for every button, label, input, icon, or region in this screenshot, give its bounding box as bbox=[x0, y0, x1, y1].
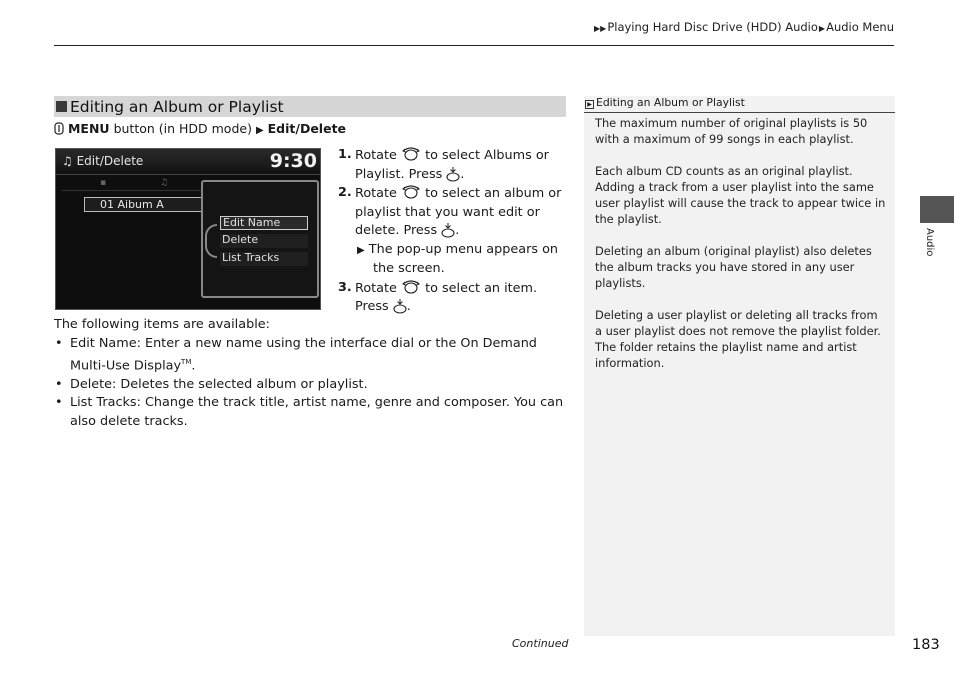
step-text: Rotate bbox=[355, 280, 397, 296]
home-button-icon bbox=[54, 122, 64, 135]
step-2: 2. Rotate to select an album or playlist that you want edit or delete. Press . ▶ The pop-up menu appears on the screen. bbox=[338, 184, 566, 279]
path-arrow-icon: ▶ bbox=[255, 125, 264, 136]
step-text: to select an item. Press bbox=[355, 280, 538, 314]
breadcrumb-arrow-icon: ▶ bbox=[818, 24, 826, 33]
breadcrumb-arrow-icon: ▶▶ bbox=[594, 24, 607, 33]
step-number: 2. bbox=[338, 185, 352, 200]
section-title-bar bbox=[54, 96, 566, 117]
display-header bbox=[56, 149, 320, 175]
step-term-playlist: Playlist bbox=[355, 166, 401, 182]
chapter-tab-label: Audio bbox=[924, 228, 935, 257]
popup-item-delete: Delete bbox=[220, 234, 308, 248]
item-desc: : Deletes the selected album or playlist. bbox=[112, 376, 368, 392]
continued-label: Continued bbox=[512, 637, 569, 650]
display-clock: 9:30 bbox=[269, 150, 317, 172]
rotate-dial-icon bbox=[401, 184, 421, 200]
display-screenshot bbox=[55, 148, 321, 310]
list-item bbox=[54, 376, 568, 395]
item-desc: : Enter a new name using the interface dial or the On Demand Multi-Use Display bbox=[70, 335, 537, 374]
music-note-icon: ♫ bbox=[62, 154, 73, 168]
press-knob-icon bbox=[446, 166, 460, 182]
item-term: List Tracks bbox=[70, 395, 137, 411]
display-album-row: 01 Aibum A bbox=[84, 197, 202, 212]
step-number: 3. bbox=[338, 279, 352, 295]
display-tabs bbox=[62, 177, 202, 191]
display-title bbox=[62, 154, 143, 168]
section-title: Editing an Album or Playlist bbox=[70, 97, 284, 116]
menu-path bbox=[54, 121, 346, 136]
available-intro: The following items are available: bbox=[54, 317, 270, 332]
item-desc-end: . bbox=[191, 358, 196, 374]
step-text: or bbox=[535, 148, 549, 163]
dial-arc-icon bbox=[205, 224, 217, 258]
bullet-icon: • bbox=[55, 376, 63, 392]
step-2-result bbox=[355, 241, 566, 279]
item-term: Edit Name bbox=[70, 335, 137, 351]
display-popup-menu bbox=[201, 180, 319, 298]
popup-item-list-tracks: List Tracks bbox=[220, 252, 308, 266]
side-note-paragraph: Deleting an album (original playlist) also deletes the album tracks you have stored in any user playlists. bbox=[595, 244, 872, 290]
menu-path-target: Edit/Delete bbox=[267, 121, 347, 136]
header-rule bbox=[54, 45, 894, 46]
steps-list bbox=[338, 146, 566, 317]
side-note-heading bbox=[584, 96, 895, 113]
list-item bbox=[54, 335, 568, 376]
step-text: Rotate bbox=[355, 148, 397, 163]
step-1: 1. Rotate to select Albums or Playlist. Press . bbox=[338, 147, 549, 182]
display-title-text: Edit/Delete bbox=[76, 154, 144, 168]
side-note-paragraph: Deleting a user playlist or deleting all tracks from a user playlist does not remove the playlist folder. The folder retains the playlist name and artist information. bbox=[595, 308, 881, 370]
rotate-dial-icon bbox=[401, 146, 421, 162]
step-text: . Press bbox=[400, 166, 443, 182]
bullet-icon: • bbox=[55, 335, 63, 351]
note-ref-icon: ▶ bbox=[585, 100, 594, 109]
result-arrow-icon: ▶ bbox=[357, 244, 365, 256]
available-items bbox=[54, 316, 568, 431]
chapter-tab bbox=[920, 196, 954, 223]
side-note-paragraph: Each album CD counts as an original playlist. Adding a track from a user playlist into the same user playlist will cause the track to appear twice in the playlist. bbox=[595, 164, 886, 226]
page-number: 183 bbox=[912, 637, 940, 653]
step-text: Rotate bbox=[355, 186, 397, 201]
step-term-albums: Albums bbox=[484, 148, 532, 163]
side-note-paragraph: The maximum number of original playlists is 50 with a maximum of 99 songs in each playlist. bbox=[595, 116, 868, 146]
menu-button-label: MENU bbox=[67, 121, 110, 136]
step-result-text: The pop-up menu appears on the screen. bbox=[368, 241, 559, 276]
side-note-title: Editing an Album or Playlist bbox=[596, 96, 745, 109]
bullet-icon: • bbox=[55, 395, 63, 411]
breadcrumb bbox=[593, 20, 894, 34]
breadcrumb-part-2: Audio Menu bbox=[826, 20, 894, 34]
display-tab-icon: ♫ bbox=[160, 178, 169, 188]
item-desc: : Change the track title, artist name, genre and composer. You can also delete tracks. bbox=[70, 395, 564, 429]
menu-path-middle: button (in HDD mode) bbox=[113, 121, 252, 136]
popup-item-edit-name: Edit Name bbox=[220, 216, 308, 230]
step-text: to select an album or playlist that you want edit or delete. Press bbox=[355, 186, 562, 238]
press-knob-icon bbox=[441, 222, 455, 238]
step-number: 1. bbox=[338, 147, 352, 162]
press-knob-icon bbox=[393, 298, 407, 314]
item-term: Delete bbox=[70, 376, 113, 392]
rotate-dial-icon bbox=[401, 279, 421, 295]
breadcrumb-part-1: Playing Hard Disc Drive (HDD) Audio bbox=[607, 20, 818, 34]
side-note-body bbox=[595, 115, 887, 387]
step-3: 3. Rotate to select an item. Press . bbox=[338, 279, 538, 314]
list-item bbox=[54, 394, 568, 431]
step-text: to select bbox=[425, 148, 480, 163]
trademark: TM bbox=[181, 358, 192, 366]
display-tab-icon: ▪ bbox=[100, 178, 107, 188]
section-square-icon bbox=[56, 101, 67, 112]
